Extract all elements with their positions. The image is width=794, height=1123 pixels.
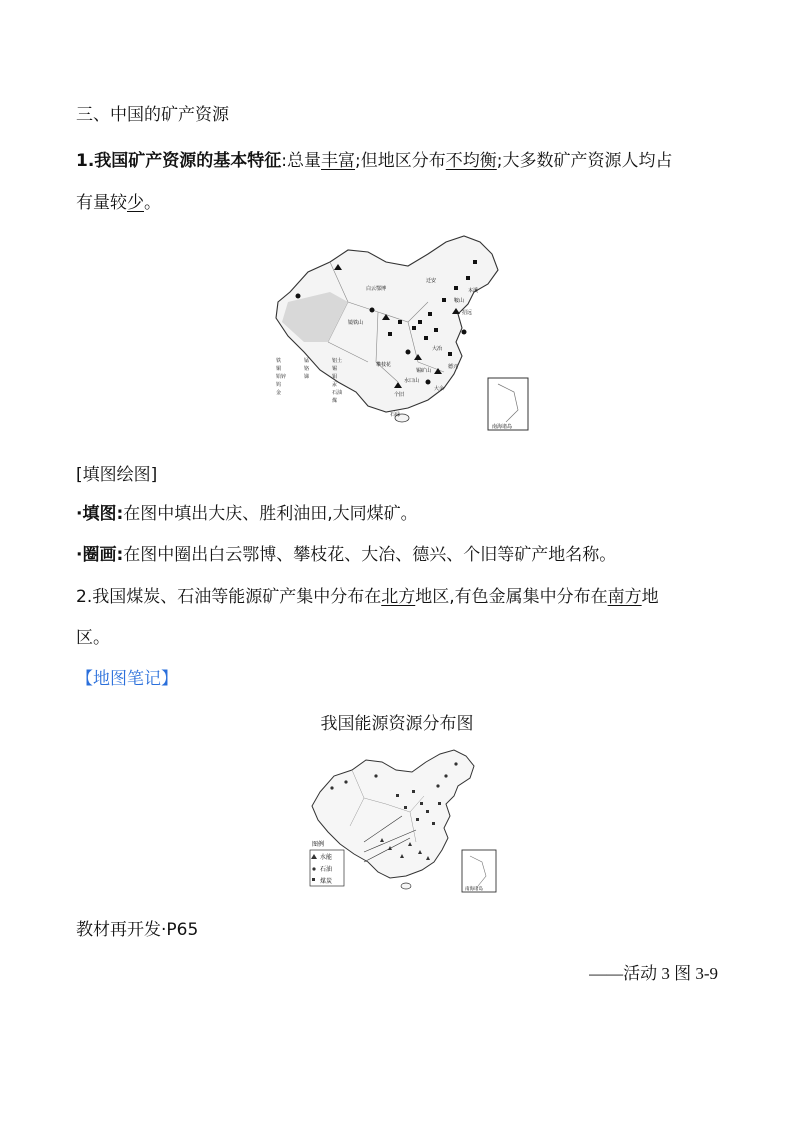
svg-text:钼: 钼	[332, 374, 338, 380]
hainan-island	[401, 883, 411, 889]
south-china-sea-inset	[462, 850, 496, 892]
svg-text:铅锌: 铅锌	[276, 374, 287, 380]
text: 地区,有色金属集中分布在	[415, 587, 608, 607]
svg-text:铝土: 铝土	[332, 358, 343, 364]
svg-text:铁: 铁	[276, 358, 282, 364]
fill-label: ·填图:	[76, 504, 124, 524]
svg-text:锡: 锡	[332, 366, 338, 372]
energy-map-title: 我国能源资源分布图	[320, 714, 474, 734]
circle-label: ·圈画:	[76, 545, 124, 565]
map-notes-heading: 【地图笔记】	[76, 669, 178, 689]
energy-legend	[310, 840, 344, 886]
south-china-sea-inset	[488, 378, 528, 430]
svg-text:水能: 水能	[320, 854, 333, 861]
svg-text:图例: 图例	[312, 841, 325, 848]
place-label: 锡矿山	[416, 368, 432, 374]
activity-reference: ——活动 3 图 3-9	[589, 964, 718, 983]
inset-label: 南海诸岛	[492, 424, 513, 430]
place-label: 白云鄂博	[366, 286, 387, 292]
svg-text:金: 金	[276, 390, 282, 396]
place-label: 德兴	[448, 364, 459, 370]
svg-text:铜: 铜	[276, 366, 282, 372]
textbook-reference: 教材再开发·P65	[76, 920, 199, 940]
svg-text:钨: 钨	[276, 382, 282, 388]
text: ;大多数矿产资源人均占	[496, 151, 673, 171]
fill-draw-heading: [填图绘图]	[76, 465, 158, 485]
place-label: 招远	[462, 310, 473, 316]
svg-text:石油: 石油	[332, 390, 343, 396]
svg-text:锑: 锑	[304, 374, 310, 380]
text: 2.我国煤炭、石油等能源矿产集中分布在	[76, 587, 382, 607]
text: 地	[641, 587, 659, 607]
place-label: 迁安	[426, 278, 437, 284]
item-2-line-1	[76, 585, 659, 609]
mineral-map	[268, 232, 532, 432]
place-label: 本溪	[468, 288, 479, 294]
text: 有量较	[76, 193, 127, 213]
svg-text:铬: 铬	[304, 366, 310, 372]
svg-text:煤: 煤	[332, 398, 338, 404]
section-title: 三、中国的矿产资源	[76, 105, 229, 125]
item-1-label: 1.我国矿产资源的基本特征	[76, 151, 282, 171]
energy-map	[306, 746, 502, 894]
answer-north: 北方	[381, 587, 416, 607]
colon: :	[281, 151, 288, 171]
answer-south: 南方	[607, 587, 642, 607]
answer-uneven: 不均衡	[445, 151, 497, 171]
item-1-line-2	[76, 191, 161, 215]
place-label: 个旧	[394, 392, 405, 398]
fill-text: 在图中填出大庆、胜利油田,大同煤矿。	[123, 504, 418, 524]
text: 。	[144, 193, 161, 213]
svg-text:石油: 石油	[320, 866, 333, 873]
place-label: 镜铁山	[348, 320, 364, 326]
place-label: 大冶	[432, 346, 443, 352]
place-label: 鞍山	[454, 298, 465, 304]
answer-less: 少	[127, 193, 144, 213]
inset-label: 南海诸岛	[465, 887, 483, 892]
svg-text:煤炭: 煤炭	[320, 878, 333, 885]
svg-text:锰: 锰	[304, 358, 310, 364]
place-label: 石碌	[390, 412, 401, 418]
text: ;但地区分布	[355, 151, 446, 171]
circle-instruction	[76, 543, 616, 567]
svg-text:汞: 汞	[332, 382, 338, 388]
item-1-line-1	[76, 149, 673, 173]
circle-text: 在图中圈出白云鄂博、攀枝花、大冶、德兴、个旧等矿产地名称。	[123, 545, 617, 565]
text: 总量	[287, 151, 322, 171]
answer-rich: 丰富	[321, 151, 356, 171]
place-label: 攀枝花	[376, 362, 392, 368]
place-label: 水口山	[404, 378, 420, 384]
fill-instruction	[76, 502, 418, 526]
item-2-line-2: 区。	[76, 628, 110, 648]
place-label: 大余	[434, 386, 445, 392]
